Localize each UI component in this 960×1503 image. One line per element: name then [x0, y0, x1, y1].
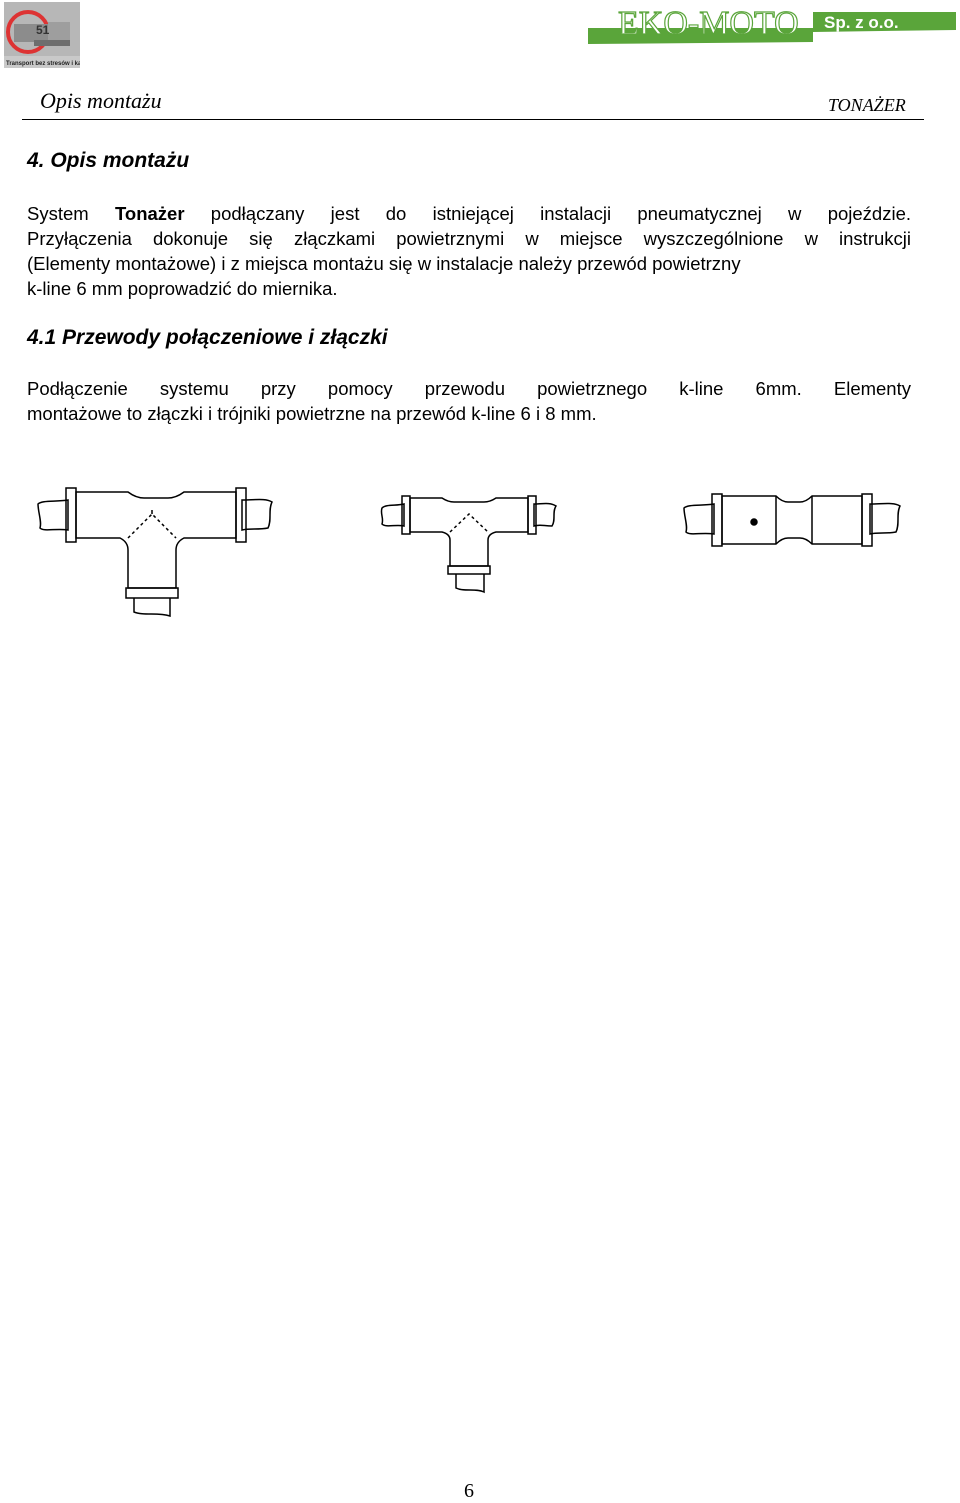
paragraph-line: [27, 201, 911, 226]
header-product-name: TONAŻER: [828, 95, 906, 115]
eko-moto-logo: [588, 2, 956, 46]
logo-badge-number: 51: [36, 23, 50, 37]
paragraph-line: montażowe to złączki i trójniki powietrzne na przewód k-line 6 i 8 mm.: [27, 403, 597, 424]
paragraph-line: (Elementy montażowe) i z miejsca montażu się w instalacje należy przewód powietrzny: [27, 253, 741, 274]
paragraph-line: Podłączenie systemu przy pomocy przewodu powietrznego k-line 6mm. Elementy: [27, 378, 911, 399]
paragraph-line: k-line 6 mm poprowadzić do miernika.: [27, 278, 338, 299]
tee-connector-large-figure: [36, 470, 276, 635]
transport-company-logo-icon: [4, 2, 80, 68]
transport-company-logo: [4, 2, 80, 68]
straight-connector-figure: [682, 470, 904, 565]
tee-connector-large-icon: [36, 470, 276, 630]
subsection-heading: 4.1 Przewody połączeniowe i złączki: [27, 326, 388, 349]
text-run: System: [27, 203, 115, 224]
subsection-paragraph: [27, 376, 911, 426]
section-heading: 4. Opis montażu: [27, 149, 190, 172]
straight-connector-icon: [682, 470, 904, 560]
paragraph-line: Przyłączenia dokonuje się złączkami powietrznymi w miejsce wyszczególnione w instrukcji: [27, 228, 911, 249]
section-paragraph: [27, 201, 911, 301]
eko-moto-logo-icon: [588, 2, 956, 46]
page-number: 6: [464, 1480, 474, 1502]
text-run: podłączany jest do istniejącej instalacji pneumatycznej w pojeździe.: [184, 203, 911, 224]
header-divider: [22, 119, 924, 120]
header-section-title: Opis montażu: [40, 88, 162, 113]
tee-connector-small-icon: [380, 470, 560, 600]
product-name-bold: Tonażer: [114, 203, 185, 224]
logo-suffix: Sp. z o.o.: [824, 13, 899, 32]
tee-connector-small-figure: [380, 470, 560, 605]
logo-caption: Transport bez stresów i kar: [6, 61, 80, 67]
logo-brand: EKO-MOTO: [618, 5, 799, 42]
